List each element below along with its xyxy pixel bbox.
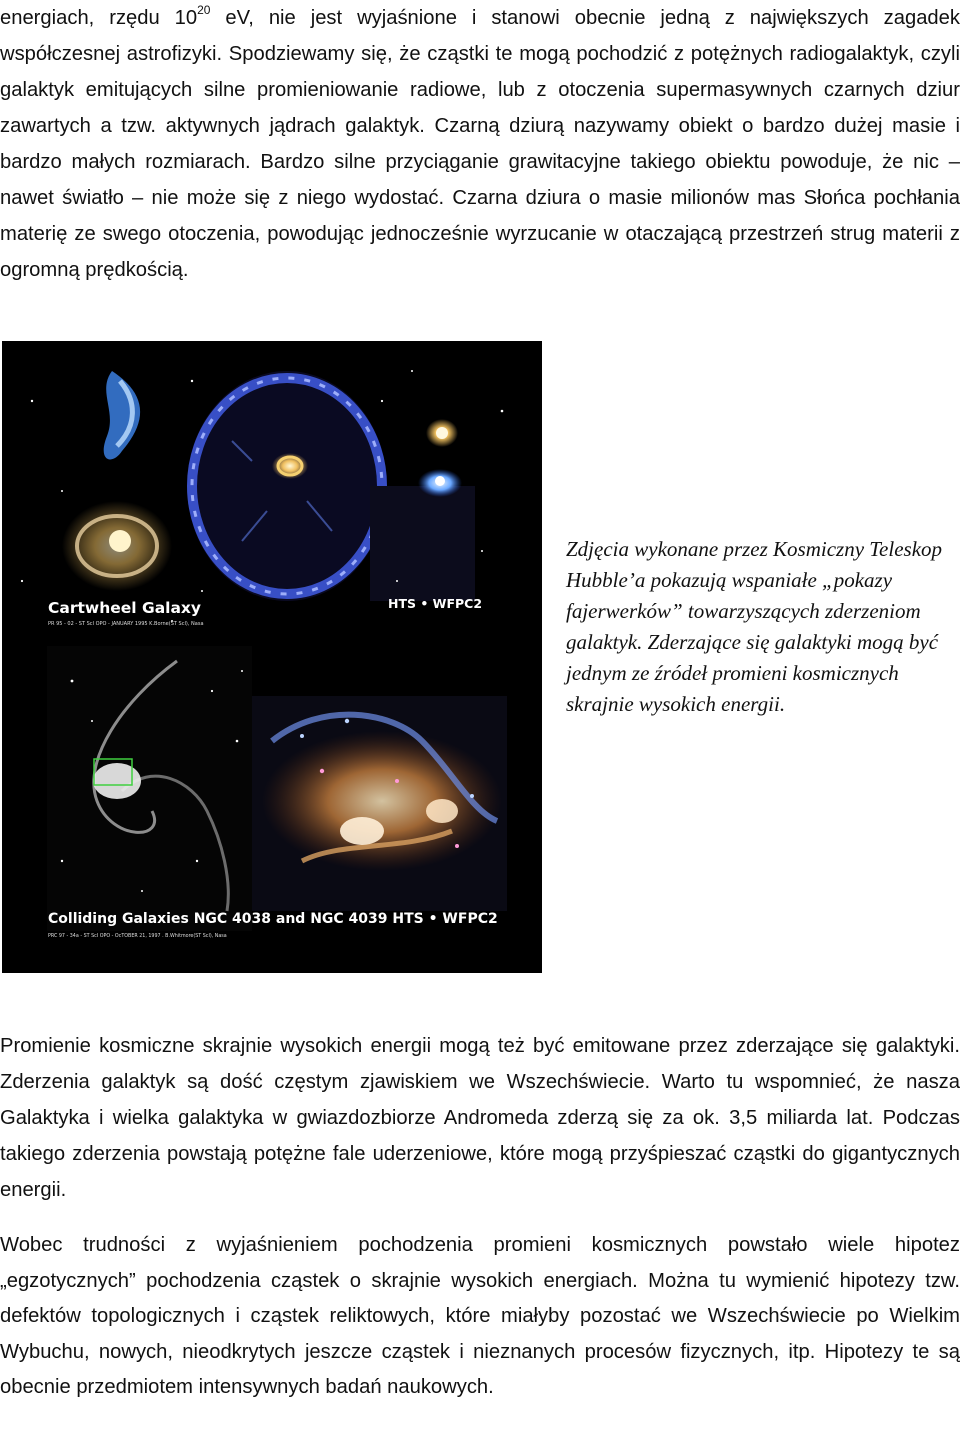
paragraph-black-holes <box>0 0 960 288</box>
paragraph-text: eV, nie jest wyjaśnione i stanowi obecnie jedną z największych zagadek współczesnej astrofizyki. Spodziewamy się, że cząstki te mogą pochodzić z potężnych radiogalaktyk, czyli galaktyk emitujących silne promieniowanie radiowe, lub z otoczenia supermasywnych czarnych dziur zawartych a tzw. aktywnych jądrach galaktyk. Czarną dziurą nazywamy obiekt o bardzo dużej masie i bardzo małych rozmiarach. Bardzo silne przyciąganie grawitacyjne takiego obiektu powoduje, że nic – nawet światło – nie może się z niego wydostać. Czarna dziura o masie milionów mas Słońca pochłania materię ze swego otoczenia, powodując jednocześnie wyrzucanie w otaczającą przestrzeń strug materii z ogromną prędkością. <box>0 7 960 281</box>
companion-galaxies <box>370 419 475 601</box>
paragraph-text: energiach, rzędu 10 <box>0 7 198 29</box>
antennae-wide-field <box>47 646 252 931</box>
cartwheel-credit: PR 95 - 02 - ST ScI OPO - JANUARY 1995 K.Borne(ST ScI), Nasa <box>48 621 204 627</box>
colliding-galaxies-credit: PRC 97 - 34a - ST ScI OPO - OcTOBER 21, 1997 . B.Whitmore(ST ScI), Nasa <box>48 934 227 939</box>
colliding-galaxies-label: Colliding Galaxies NGC 4038 and NGC 4039 HTS • WFPC2 <box>48 911 498 927</box>
antennae-close-up <box>252 696 507 911</box>
exponent: 20 <box>197 3 211 18</box>
hubble-galaxy-figure <box>2 341 542 973</box>
cartwheel-label: Cartwheel Galaxy <box>48 599 202 617</box>
cartwheel-galaxy <box>187 371 387 601</box>
paragraph-exotic-hypotheses: Wobec trudności z wyjaśnieniem pochodzenia promieni kosmicznych powstało wiele hipotez „egzotycznych” pochodzenia cząstek o skrajnie wysokich energiach. Można tu wymienić hipotezy tzw. defektów topologicznych i cząstek reliktowych, które miałyby pozostać we Wszechświecie po Wielkim Wybuchu, nowych, nieodkrytych jeszcze cząstek i nieznanych procesów fizycznych, itp. Hipotezy te są obecnie przedmiotem intensywnych badań naukowych. <box>0 1234 960 1398</box>
paragraph-colliding-galaxies: Promienie kosmiczne skrajnie wysokich energii mogą też być emitowane przez zderzające się galaktyki. Zderzenia galaktyk są dość częstym zjawiskiem we Wszechświecie. Warto tu wspomnieć, że nasza Galaktyka i wielka galaktyka w gwiazdozbiorze Andromeda zderzą się za ok. 3,5 miliarda lat. Podczas takiego zderzenia powstają potężne fale uderzeniowe, które mogą przyśpieszać cząstki do gigantycznych energii. <box>0 1035 960 1201</box>
spiral-galaxy <box>62 501 172 591</box>
figure-caption: Zdjęcia wykonane przez Kosmiczny Teleskop Hubble’a pokazują wspaniałe „pokazy fajerwerków” towarzyszących zderzeniom galaktyk. Zderzające się galaktyki mogą być jednym ze źródeł promieni kosmicznych skrajnie wysokich energii. <box>566 537 943 716</box>
blue-galaxy-streak <box>104 371 140 459</box>
top-instrument-label: HTS • WFPC2 <box>388 596 483 611</box>
